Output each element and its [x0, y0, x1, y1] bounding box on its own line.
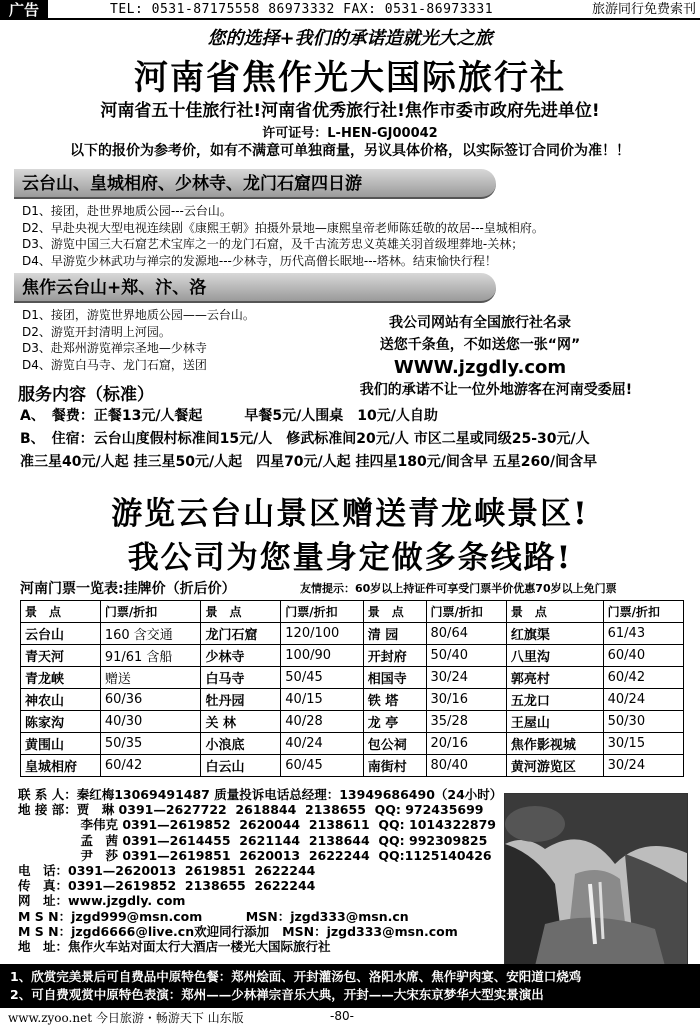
- ticket-table-header: [21, 601, 684, 623]
- footer-line-2: 2、可自费观赏中原特色表演：郑州——少林禅宗音乐大典，开封——大宋东京梦华大型实景演出: [10, 987, 544, 1002]
- ticket-spot-name: 南街村: [363, 755, 426, 777]
- big-headline-2: 我公司为您量身定做多条线路!: [127, 540, 573, 576]
- scenery-photo: [504, 793, 688, 965]
- contact-line: 地 接 部：贾 琳 0391—2627722 2618844 2138655 QQ: 972435699: [18, 802, 484, 818]
- header-spot: 景 点: [363, 601, 426, 623]
- ticket-spot-price: 40/28: [281, 711, 363, 733]
- contact-line: 孟 茜 0391—2614455 2621144 2138644 QQ: 992309825: [18, 832, 488, 848]
- ticket-spot-price: 35/28: [426, 711, 506, 733]
- ticket-spot-price: 50/35: [100, 733, 201, 755]
- contact-line: M S N：jzgd6666@live.cn欢迎同行添加 MSN：jzgd333@msn.com: [18, 923, 458, 939]
- header-price: 门票/折扣: [281, 601, 363, 623]
- ticket-spot-price: 80/64: [426, 623, 506, 645]
- ticket-spot-price: 50/45: [281, 667, 363, 689]
- contact-line: 联 系 人：秦红梅13069491487 质量投诉电话总经理：13949686490（24小时）: [18, 787, 503, 802]
- ticket-spot-name: 五龙口: [506, 689, 603, 711]
- service-meals: A、 餐费：正餐13元/人餐起 早餐5元/人围桌 10元/人自助: [20, 408, 438, 424]
- ticket-spot-price: 赠送: [100, 667, 201, 689]
- honors-line: 河南省五十佳旅行社!河南省优秀旅行社!焦作市委市政府先进单位!: [100, 101, 600, 121]
- ticket-spot-price: 60/36: [100, 689, 201, 711]
- ticket-spot-price: 50/40: [426, 645, 506, 667]
- service-title: 服务内容（标准）: [18, 385, 154, 405]
- promo-line-3: 我们的承诺不让一位外地游客在河南受委屈!: [359, 382, 633, 398]
- ticket-spot-name: 白马寺: [201, 667, 281, 689]
- ticket-spot-name: 开封府: [363, 645, 426, 667]
- promo-line-2: 送您千条鱼，不如送您一张“网”: [379, 337, 581, 353]
- ticket-spot-price: 20/16: [426, 733, 506, 755]
- header-price: 门票/折扣: [100, 601, 201, 623]
- route1-banner: 云台山、皇城相府、少林寺、龙门石窟四日游: [14, 169, 496, 199]
- footer-line-1: 1、欣赏完美景后可自费品中原特色餐：郑州烩面、开封灌汤包、洛阳水席、焦作驴肉宴、安阳道口烧鸡: [10, 969, 582, 984]
- ticket-spot-price: 40/24: [603, 689, 683, 711]
- ticket-spot-price: 120/100: [281, 623, 363, 645]
- ticket-spot-name: 龙 亭: [363, 711, 426, 733]
- contact-line: 李伟克 0391—2619852 2620044 2138611 QQ: 1014322879: [18, 817, 496, 833]
- ticket-spot-price: 61/43: [603, 623, 683, 645]
- ticket-spot-name: 少林寺: [201, 645, 281, 667]
- bottom-bar: [0, 1008, 700, 1025]
- ticket-spot-price: 100/90: [281, 645, 363, 667]
- ticket-spot-name: 清 园: [363, 623, 426, 645]
- footer-box: [0, 964, 700, 1008]
- ticket-spot-name: 青天河: [21, 645, 101, 667]
- contact-line: 地 址：焦作火车站对面太行大酒店一楼光大国际旅行社: [18, 939, 331, 955]
- ticket-tip: 友情提示：60岁以上持证件可享受门票半价优惠70岁以上免门票: [300, 582, 617, 595]
- big-headline-1: 游览云台山景区赠送青龙峡景区!: [111, 496, 589, 532]
- route2-itinerary: [22, 307, 322, 373]
- ticket-table: [20, 600, 684, 777]
- page-number: -80-: [330, 1009, 354, 1023]
- contact-line: M S N：jzgd999@msn.com MSN：jzgd333@msn.cn: [18, 908, 409, 924]
- price-note: 以下的报价为参考价，如有不满意可单独商量，另议具体价格，以实际签订合同价为准！！: [70, 143, 630, 159]
- ticket-spot-name: 相国寺: [363, 667, 426, 689]
- ticket-spot-price: 40/24: [281, 733, 363, 755]
- ticket-spot-name: 包公祠: [363, 733, 426, 755]
- table-row: [21, 689, 684, 711]
- ticket-spot-name: 陈家沟: [21, 711, 101, 733]
- route2-day-4: D4、游览白马寺、龙门石窟，送团: [22, 357, 207, 372]
- ticket-spot-price: 30/24: [426, 667, 506, 689]
- ticket-spot-price: 60/45: [281, 755, 363, 777]
- table-row: [21, 645, 684, 667]
- ticket-spot-name: 八里沟: [506, 645, 603, 667]
- slogan: 您的选择+我们的承诺造就光大之旅: [207, 28, 493, 49]
- ticket-spot-price: 50/30: [603, 711, 683, 733]
- route2-day-3: D3、赴郑州游览禅宗圣地—少林寺: [22, 341, 207, 355]
- ticket-spot-name: 王屋山: [506, 711, 603, 733]
- scenery-photo-art: [505, 794, 688, 965]
- route2-day-2: D2、游览开封清明上河园。: [22, 324, 171, 339]
- ticket-spot-price: 60/42: [603, 667, 683, 689]
- route1-day-4: D4、早游览少林武功与禅宗的发源地---少林寺，历代高僧长眠地---塔林。结束愉快行程！: [22, 253, 497, 268]
- route1-day-2: D2、早赴央视大型电视连续剧《康熙王朝》拍摄外景地—康熙皇帝老师陈廷敬的故居---皇城相府。: [22, 220, 544, 235]
- route2-day-1: D1、接团，游览世界地质公园——云台山。: [22, 308, 255, 322]
- company-name: 河南省焦作光大国际旅行社: [134, 58, 566, 98]
- table-row: [21, 733, 684, 755]
- route1-day-3: D3、游览中国三大石窟艺术宝库之一的龙门石窟，及千古流芳忠义英雄关羽首级埋葬地-关林；: [22, 237, 524, 251]
- service-lodging-2: 准三星40元/人起 挂三星50元/人起 四星70元/人起 挂四星180元/间含早 五星260/间含早: [20, 454, 598, 470]
- ticket-spot-price: 80/40: [426, 755, 506, 777]
- top-contact-line: TEL: 0531-87175558 86973332 FAX: 0531-86973331: [110, 2, 494, 17]
- ad-badge: 广告: [0, 0, 48, 20]
- ticket-spot-price: 60/42: [100, 755, 201, 777]
- ticket-spot-price: 60/40: [603, 645, 683, 667]
- ticket-spot-name: 青龙峡: [21, 667, 101, 689]
- ticket-spot-name: 龙门石窟: [201, 623, 281, 645]
- header-spot: 景 点: [506, 601, 603, 623]
- contact-line: 电 话：0391—2620013 2619851 2622244: [18, 863, 316, 879]
- contact-line: 网 址：www.jzgdly. com: [18, 893, 186, 909]
- header-spot: 景 点: [21, 601, 101, 623]
- ticket-spot-name: 云台山: [21, 623, 101, 645]
- ticket-spot-name: 焦作影视城: [506, 733, 603, 755]
- route1-itinerary: [22, 203, 692, 269]
- ticket-spot-name: 牡丹园: [201, 689, 281, 711]
- table-row: [21, 755, 684, 777]
- license-number: 许可证号：L-HEN-GJ00042: [262, 126, 438, 141]
- route2-banner: 焦作云台山+郑、汴、洛: [14, 273, 496, 303]
- table-row: [21, 623, 684, 645]
- promo-line-1: 我公司网站有全国旅行社名录: [389, 315, 571, 331]
- header-price: 门票/折扣: [603, 601, 683, 623]
- ticket-spot-price: 91/61 含船: [100, 645, 201, 667]
- ticket-spot-name: 白云山: [201, 755, 281, 777]
- ticket-spot-price: 30/16: [426, 689, 506, 711]
- contact-line: 尹 莎 0391—2619851 2620013 2622244 QQ:1125140426: [18, 847, 492, 863]
- header-price: 门票/折扣: [426, 601, 506, 623]
- ticket-spot-price: 30/24: [603, 755, 683, 777]
- ticket-spot-price: 40/15: [281, 689, 363, 711]
- ticket-spot-name: 皇城相府: [21, 755, 101, 777]
- table-row: [21, 667, 684, 689]
- bottom-site: www.zyoo.net 今日旅游・畅游天下 山东版: [8, 1011, 244, 1025]
- ticket-spot-name: 郭亮村: [506, 667, 603, 689]
- route1-day-1: D1、接团，赴世界地质公园---云台山。: [22, 204, 232, 218]
- header-spot: 景 点: [201, 601, 281, 623]
- ticket-spot-name: 红旗渠: [506, 623, 603, 645]
- contact-line: 传 真：0391—2619852 2138655 2622244: [18, 878, 316, 894]
- ticket-spot-price: 30/15: [603, 733, 683, 755]
- ticket-spot-name: 黄围山: [21, 733, 101, 755]
- promo-website[interactable]: WWW.jzgdly.com: [393, 357, 567, 378]
- service-lodging-1: B、 住宿：云台山度假村标准间15元/人 修武标准间20元/人 市区二星或同级25-30元/人: [20, 431, 590, 447]
- ticket-spot-name: 铁 塔: [363, 689, 426, 711]
- ticket-spot-price: 40/30: [100, 711, 201, 733]
- ticket-spot-name: 黄河游览区: [506, 755, 603, 777]
- ticket-spot-name: 关 林: [201, 711, 281, 733]
- ticket-spot-name: 小浪底: [201, 733, 281, 755]
- table-row: [21, 711, 684, 733]
- ticket-spot-price: 160 含交通: [100, 623, 201, 645]
- top-right-text: 旅游同行免费索刊: [591, 2, 696, 17]
- ticket-spot-name: 神农山: [21, 689, 101, 711]
- contact-block: [18, 787, 508, 954]
- ticket-table-title: 河南门票一览表:挂牌价（折后价）: [20, 581, 236, 597]
